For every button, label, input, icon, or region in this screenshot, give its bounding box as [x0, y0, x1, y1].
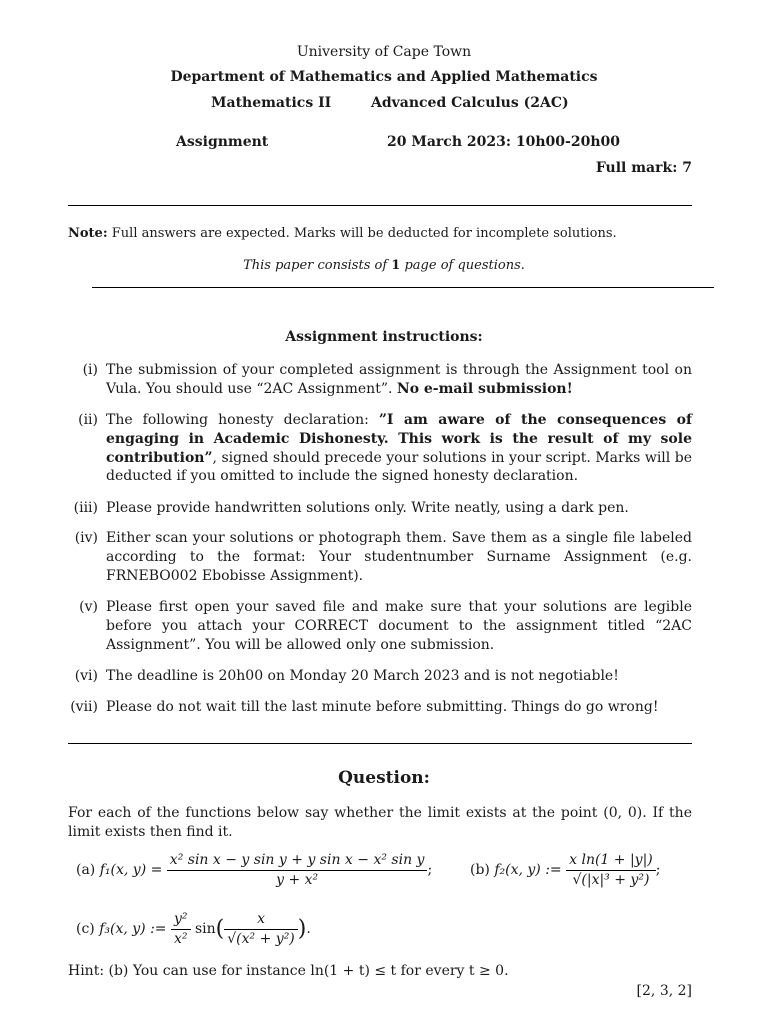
- instruction-text: Please provide handwritten solutions only. Write neatly, using a dark pen.: [106, 500, 629, 516]
- part-b-denominator: √(|x|³ + y²): [572, 871, 650, 888]
- hint: Hint: (b) You can use for instance ln(1 + t) ≤ t for every t ≥ 0.: [68, 963, 509, 979]
- department-name: Department of Mathematics and Applied Mathematics: [170, 69, 598, 85]
- note-text: Full answers are expected. Marks will be deducted for incomplete solutions.: [111, 226, 617, 241]
- instruction-item: [68, 698, 692, 717]
- marks-allocation: [2, 3, 2]: [636, 983, 692, 999]
- part-b-semicolon: ;: [655, 861, 661, 878]
- honesty-declaration: ”I am aware of the consequences of engaging in Academic Dishonesty. This work is the result of my sole contribution”: [106, 412, 693, 466]
- instruction-item: [68, 529, 692, 585]
- part-c-inner-numerator: x: [224, 910, 298, 930]
- part-c-numerator: y²: [171, 910, 191, 930]
- part-c-close-paren: ): [297, 916, 307, 942]
- part-b-fraction: [566, 851, 656, 890]
- question-title: Question:: [338, 768, 430, 788]
- page-count-line: [0, 257, 768, 274]
- part-c-fraction: [171, 910, 191, 949]
- header-divider: [68, 205, 692, 206]
- instruction-text: The following honesty declaration:: [106, 412, 369, 428]
- instruction-label: (iv): [74, 530, 98, 546]
- part-b-function: f₂(x, y) :=: [494, 861, 562, 878]
- course-name: Mathematics II: [211, 95, 332, 111]
- instruction-text: The deadline is 20h00 on Monday 20 March 2023 and is not negotiable!: [106, 668, 619, 684]
- module-name: Advanced Calculus (2AC): [371, 95, 569, 111]
- instruction-text: Please first open your saved file and make sure that your solutions are legible before you attach your CORRECT document to the assignment titled “2AC Assignment”. You will be allowed only one submission.: [106, 599, 692, 653]
- part-c-inner-fraction: [224, 910, 298, 949]
- page-count-pre: This paper consists of: [243, 258, 388, 273]
- note-divider: [92, 287, 714, 288]
- instruction-item: [68, 667, 692, 686]
- instruction-label: (iii): [73, 500, 98, 516]
- instruction-emphasis: No e-mail submission!: [396, 380, 573, 397]
- instruction-label: (ii): [78, 412, 98, 428]
- part-a: [76, 851, 432, 890]
- full-mark: Full mark: 7: [595, 160, 692, 176]
- part-a-semicolon: ;: [427, 861, 433, 878]
- part-a-denominator: y + x²: [276, 871, 319, 888]
- note: [68, 225, 617, 242]
- instruction-text: , signed should precede your solutions in your script. Marks will be deducted if you omitted to include the signed honesty declaration.: [106, 449, 692, 485]
- part-c-sin: sin: [194, 920, 216, 937]
- paper-type: Assignment: [176, 134, 269, 150]
- part-b-label: (b): [470, 861, 490, 878]
- instruction-label: (v): [79, 599, 98, 615]
- university-name: University of Cape Town: [296, 44, 472, 60]
- instruction-label: (vi): [74, 668, 98, 684]
- part-b: [470, 851, 661, 890]
- part-a-function: f₁(x, y) =: [99, 861, 163, 878]
- paper-date: 20 March 2023: 10h00-20h00: [387, 134, 620, 150]
- part-a-label: (a): [76, 861, 96, 878]
- instruction-item: [68, 499, 692, 518]
- instruction-text: Please do not wait till the last minute before submitting. Things do go wrong!: [106, 699, 659, 715]
- instruction-label: (vii): [70, 699, 98, 715]
- part-c: [76, 910, 311, 949]
- instruction-item: [68, 411, 692, 486]
- part-c-inner-denominator: √(x² + y²): [227, 930, 295, 947]
- instructions-divider: [68, 743, 692, 744]
- instruction-text: The submission of your completed assignment is through the Assignment tool on Vula. You should use “2AC Assignment”.: [106, 362, 692, 397]
- instruction-item: [68, 598, 692, 654]
- part-c-label: (c): [76, 920, 95, 937]
- part-c-function: f₃(x, y) :=: [99, 920, 167, 937]
- page-count-post: page of questions.: [404, 258, 525, 273]
- question-intro: For each of the functions below say whether the limit exists at the point (0, 0). If the limit exists then find it.: [68, 805, 692, 840]
- instruction-text: Either scan your solutions or photograph them. Save them as a single file labeled according to the format: Your studentnumber Surname Assignment (e.g. FRNEBO002 Ebobisse Assignment).: [106, 530, 692, 584]
- page-count-number: 1: [391, 258, 401, 273]
- note-label: Note:: [68, 226, 108, 241]
- part-a-numerator: x² sin x − y sin y + y sin x − x² sin y: [167, 851, 428, 871]
- instruction-item: [68, 361, 692, 399]
- part-c-period: .: [306, 920, 311, 937]
- part-c-open-paren: (: [215, 916, 225, 942]
- instruction-label: (i): [82, 362, 98, 378]
- part-c-denominator: x²: [174, 930, 188, 947]
- part-b-numerator: x ln(1 + |y|): [566, 851, 656, 871]
- part-a-fraction: [167, 851, 428, 890]
- instructions-title: Assignment instructions:: [285, 329, 483, 345]
